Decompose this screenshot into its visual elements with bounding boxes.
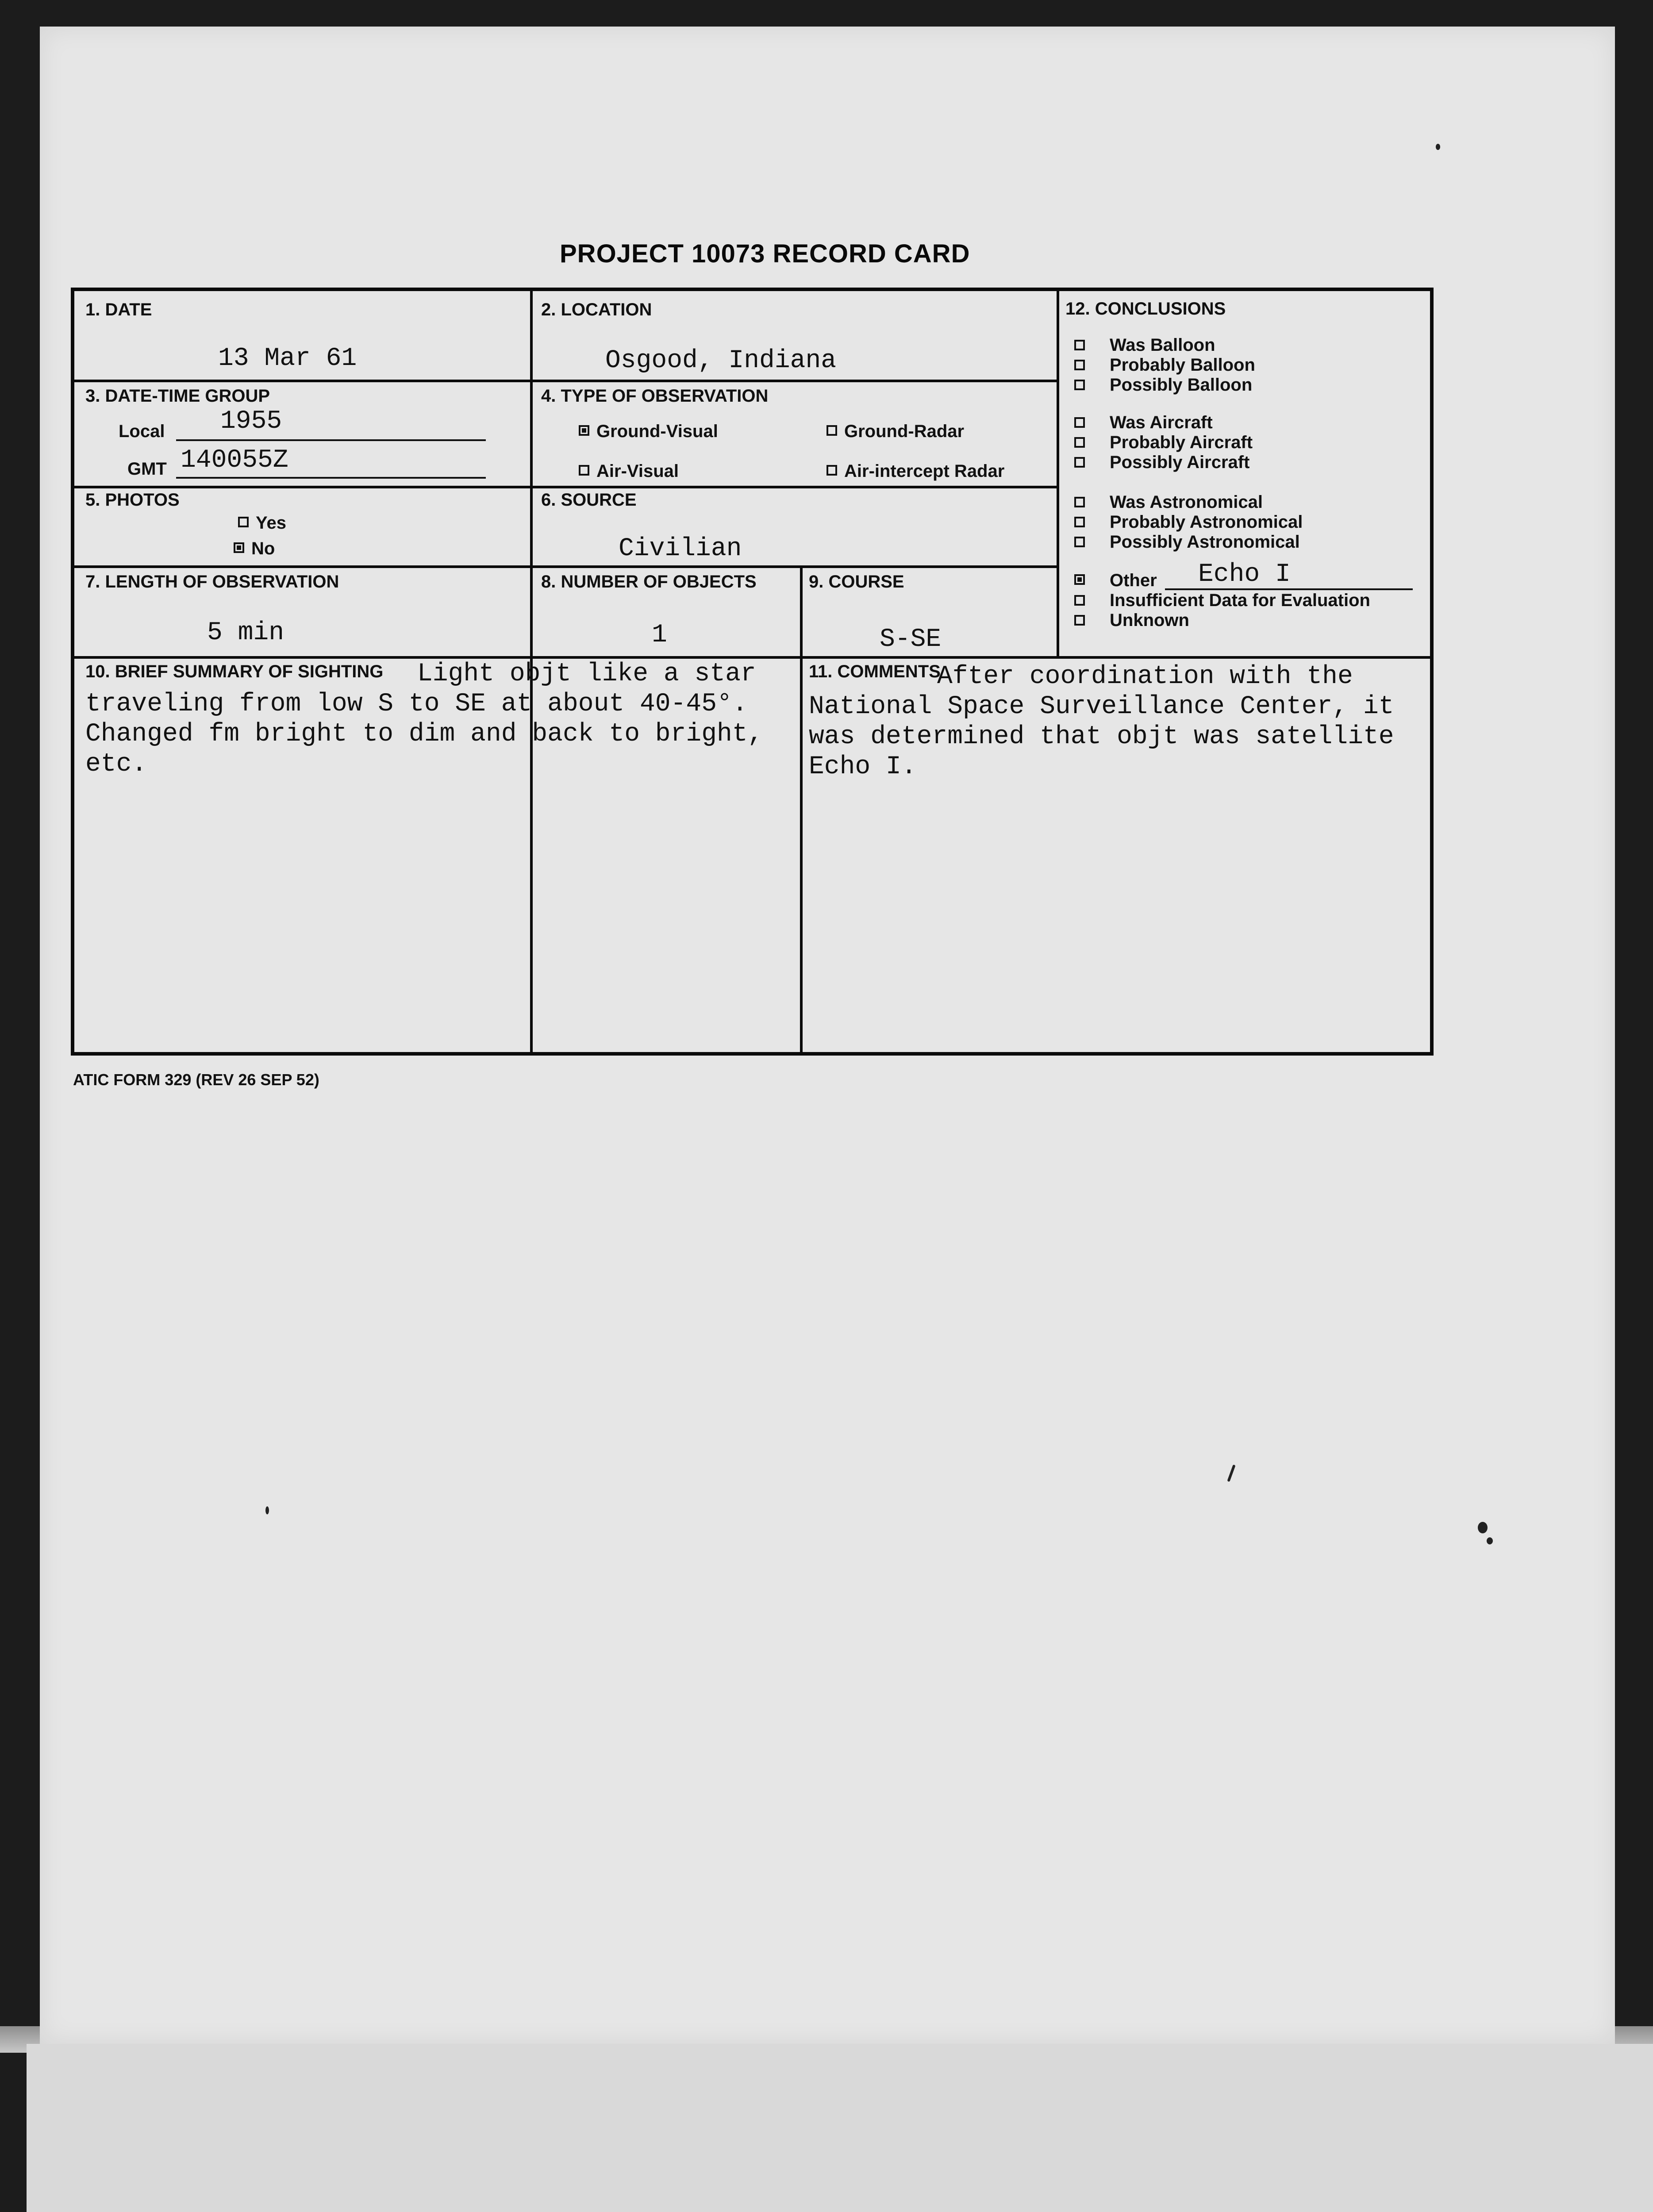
- checkbox-was-astronomical: [1074, 497, 1085, 507]
- checkbox-possibly-astronomical: [1074, 537, 1085, 547]
- checkbox-unknown: [1074, 615, 1085, 626]
- option-ground-visual: Ground-Visual: [596, 422, 718, 441]
- conclusion-probably-balloon: Probably Balloon: [1110, 355, 1255, 375]
- dtg-local-line: [176, 439, 486, 441]
- objects-value: 1: [652, 621, 667, 649]
- option-ground-radar: Ground-Radar: [844, 422, 965, 441]
- option-air-visual: Air-Visual: [596, 461, 679, 481]
- dtg-gmt-value: 140055Z: [181, 446, 288, 475]
- underlying-page: [27, 2044, 1653, 2212]
- conclusion-was-astronomical: Was Astronomical: [1110, 492, 1263, 512]
- other-value: Echo I: [1198, 560, 1291, 589]
- conclusion-probably-aircraft: Probably Aircraft: [1110, 433, 1253, 452]
- photos-yes: Yes: [256, 513, 286, 533]
- divider: [74, 380, 1059, 382]
- source-value: Civilian: [619, 534, 742, 563]
- option-air-intercept-radar: Air-intercept Radar: [844, 461, 1005, 481]
- speck: [1487, 1537, 1493, 1544]
- dtg-local-label: Local: [119, 422, 165, 441]
- speck: [265, 1506, 269, 1514]
- type-label: 4. TYPE OF OBSERVATION: [541, 386, 769, 406]
- conclusion-possibly-balloon: Possibly Balloon: [1110, 375, 1253, 395]
- comments-value: After coordination with the National Space Surveillance Center, it was determined that objt was satellite Echo I.: [809, 662, 1410, 781]
- comments-label: 11. COMMENTS: [809, 662, 941, 681]
- conclusions-label: 12. CONCLUSIONS: [1065, 299, 1226, 319]
- checkbox-air-intercept-radar: [826, 465, 837, 476]
- checkbox-photos-no: [234, 542, 244, 553]
- photos-no: No: [251, 539, 275, 558]
- date-label: 1. DATE: [85, 300, 152, 319]
- length-label: 7. LENGTH OF OBSERVATION: [85, 572, 339, 591]
- conclusion-probably-astronomical: Probably Astronomical: [1110, 512, 1303, 532]
- card-title: PROJECT 10073 RECORD CARD: [560, 239, 970, 268]
- summary-value: Light objt like a star traveling from low S to SE at about 40-45°. Changed fm bright to dim and back to bright, etc.: [85, 660, 779, 779]
- conclusion-unknown: Unknown: [1110, 611, 1189, 630]
- conclusion-other: Other: [1110, 571, 1157, 590]
- divider: [74, 656, 1431, 659]
- course-label: 9. COURSE: [809, 572, 904, 591]
- course-value: S-SE: [880, 625, 942, 654]
- dtg-gmt-label: GMT: [127, 459, 167, 479]
- checkbox-probably-aircraft: [1074, 437, 1085, 448]
- summary-label: 10. BRIEF SUMMARY OF SIGHTING: [85, 662, 384, 681]
- location-value: Osgood, Indiana: [605, 346, 837, 375]
- divider: [74, 486, 1059, 488]
- conclusion-was-aircraft: Was Aircraft: [1110, 413, 1213, 432]
- checkbox-was-aircraft: [1074, 417, 1085, 428]
- divider: [1057, 291, 1059, 658]
- source-label: 6. SOURCE: [541, 490, 637, 510]
- checkbox-ground-radar: [826, 425, 837, 436]
- divider: [74, 565, 1059, 568]
- conclusion-possibly-aircraft: Possibly Aircraft: [1110, 453, 1250, 472]
- checkbox-was-balloon: [1074, 340, 1085, 350]
- dtg-label: 3. DATE-TIME GROUP: [85, 386, 270, 406]
- record-card: [71, 288, 1434, 1056]
- conclusion-possibly-astronomical: Possibly Astronomical: [1110, 532, 1300, 552]
- checkbox-insufficient-data: [1074, 595, 1085, 606]
- speck: [1478, 1522, 1488, 1533]
- date-value: 13 Mar 61: [218, 344, 357, 373]
- divider: [800, 565, 803, 1052]
- checkbox-photos-yes: [238, 517, 249, 527]
- dtg-local-value: 1955: [220, 407, 282, 436]
- speck: [1436, 144, 1440, 150]
- dtg-gmt-line: [176, 477, 486, 479]
- objects-label: 8. NUMBER OF OBJECTS: [541, 572, 757, 591]
- photos-label: 5. PHOTOS: [85, 490, 180, 510]
- checkbox-probably-balloon: [1074, 360, 1085, 370]
- length-value: 5 min: [207, 618, 284, 647]
- checkbox-other: [1074, 574, 1085, 585]
- checkbox-air-visual: [579, 465, 589, 476]
- location-label: 2. LOCATION: [541, 300, 652, 319]
- checkbox-ground-visual: [579, 425, 589, 436]
- checkbox-probably-astronomical: [1074, 517, 1085, 527]
- conclusion-was-balloon: Was Balloon: [1110, 335, 1215, 355]
- checkbox-possibly-aircraft: [1074, 457, 1085, 468]
- form-footer: ATIC FORM 329 (REV 26 SEP 52): [73, 1071, 319, 1089]
- checkbox-possibly-balloon: [1074, 380, 1085, 390]
- conclusion-insufficient-data: Insufficient Data for Evaluation: [1110, 591, 1370, 610]
